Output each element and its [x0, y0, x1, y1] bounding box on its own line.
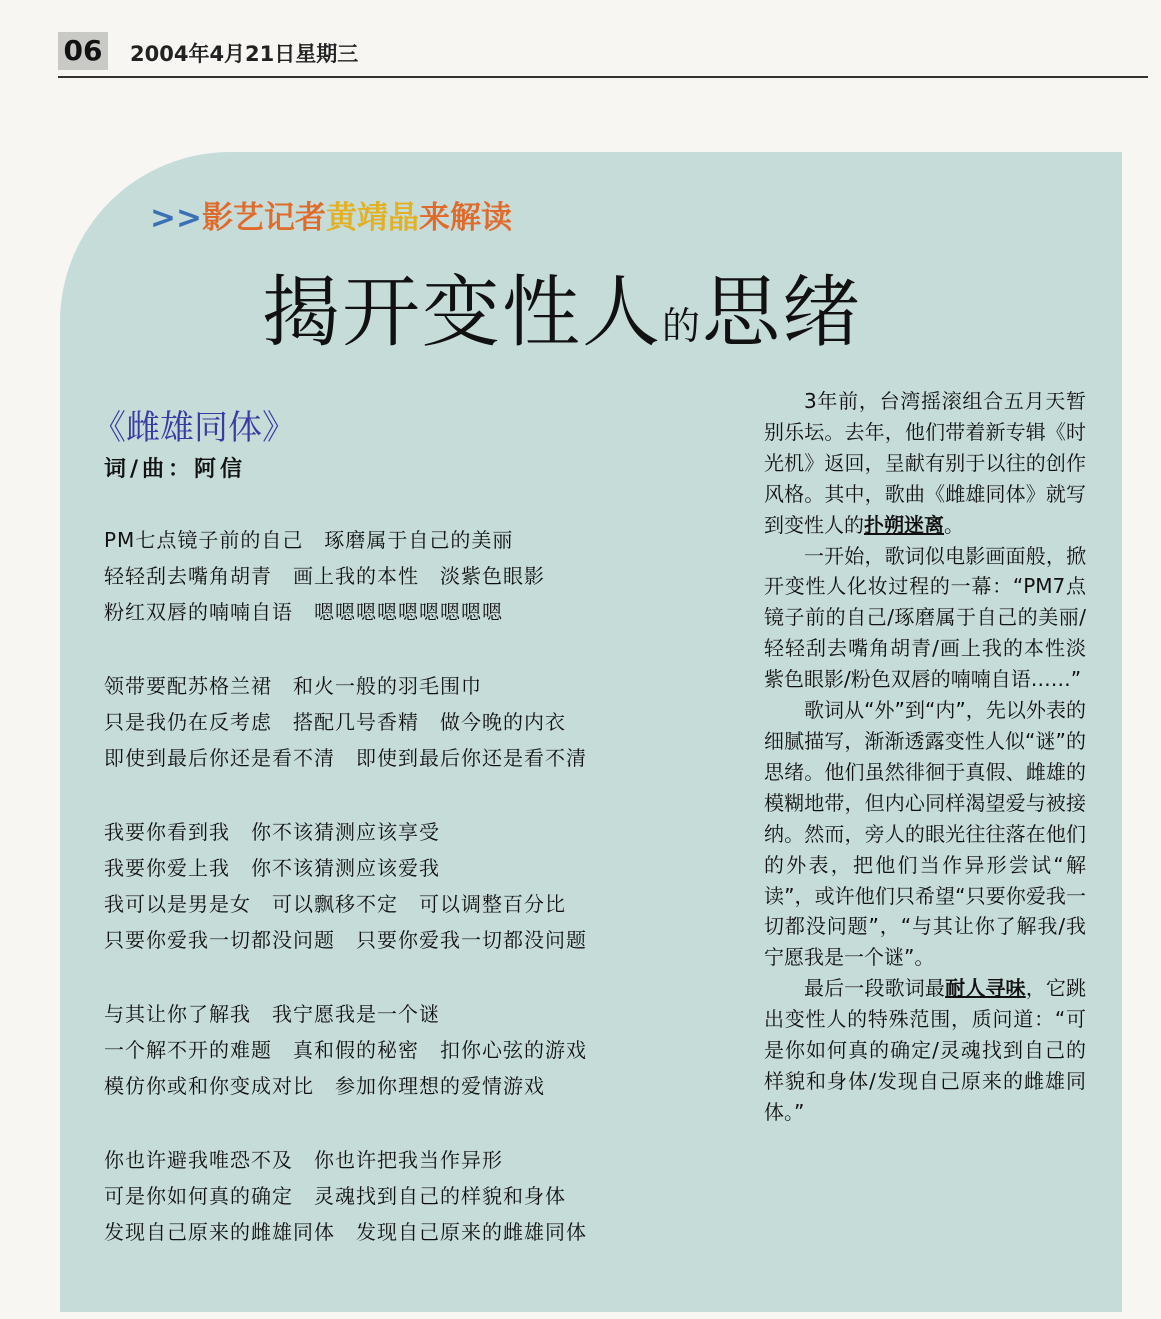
- lyric-line: 发现自己原来的雌雄同体 发现自己原来的雌雄同体: [104, 1220, 587, 1244]
- lyric-line: 粉红双唇的喃喃自语 嗯嗯嗯嗯嗯嗯嗯嗯嗯: [104, 600, 503, 624]
- kicker-reporter-name: 黄靖晶: [325, 200, 419, 236]
- article-paragraph: [764, 973, 1086, 1128]
- article-body: [764, 386, 1086, 1128]
- article-text: ，它跳出变性人的特殊范围，质问道：“可是你如何真的确定/灵魂找到自己的样貌和身体/发现自己原来的雌雄同体。”: [764, 976, 1087, 1124]
- kicker: [150, 192, 512, 237]
- lyric-line: 与其让你了解我 我宁愿我是一个谜: [104, 1002, 440, 1026]
- lyrics: [104, 522, 744, 1288]
- lyrics-stanza: [104, 814, 744, 958]
- song-credit: 词/曲：阿信: [104, 457, 247, 482]
- headline-particle: 的: [662, 304, 703, 348]
- page-number: 06: [58, 32, 108, 70]
- headline: [262, 250, 862, 362]
- article-text: 3年前，台湾摇滚组合五月天暂别乐坛。去年，他们带着新专辑《时光机》返回，呈献有别于以往的创作风格。其中，歌曲《雌雄同体》就写到变性人的: [764, 389, 1086, 537]
- lyric-line: 轻轻刮去嘴角胡青 画上我的本性 淡紫色眼影: [104, 564, 545, 588]
- lyric-line: 你也许避我唯恐不及 你也许把我当作异形: [104, 1148, 503, 1172]
- article-paragraph: 一开始，歌词似电影画面般，掀开变性人化妆过程的一幕：“PM7点镜子前的自己/琢磨属于自己的美丽/轻轻刮去嘴角胡青/画上我的本性淡紫色眼影/粉色双唇的喃喃自语……”: [764, 543, 1086, 692]
- kicker-part-3: 来解读: [418, 200, 512, 236]
- headline-part-1: 揭开变性人: [262, 268, 663, 358]
- lyric-line: 领带要配苏格兰裙 和火一般的羽毛围巾: [104, 674, 482, 698]
- lyric-line: 只是我仍在反考虑 搭配几号香精 做今晚的内衣: [104, 710, 566, 734]
- headline-part-2: 思绪: [702, 268, 863, 358]
- lyrics-stanza: [104, 668, 744, 776]
- publication-date: 2004年4月21日星期三: [130, 42, 359, 66]
- lyric-line: 我要你看到我 你不该猜测应该享受: [104, 820, 440, 844]
- lyric-line: 可是你如何真的确定 灵魂找到自己的样貌和身体: [104, 1184, 566, 1208]
- lyric-line: 只要你爱我一切都没问题 只要你爱我一切都没问题: [104, 928, 587, 952]
- lyric-line: 我要你爱上我 你不该猜测应该爱我: [104, 856, 440, 880]
- article-paragraph: 歌词从“外”到“内”，先以外表的细腻描写，渐渐透露变性人似“谜”的思绪。他们虽然徘徊于真假、雌雄的模糊地带，但内心同样渴望爱与被接纳。然而，旁人的眼光往往落在他们的外表，把他们当作异形尝试“解读”，或许他们只希望“只要你爱我一切都没问题”，“与其让你了解我/我宁愿我是一个谜”。: [764, 698, 1086, 970]
- lyric-line: 即使到最后你还是看不清 即使到最后你还是看不清: [104, 746, 587, 770]
- song-title: 《雌雄同体》: [92, 408, 296, 448]
- kicker-part-1: 影艺记者: [201, 200, 326, 236]
- article-emphasis: 耐人寻味: [945, 976, 1026, 1001]
- page-header: [58, 32, 1148, 78]
- kicker-arrows: >>: [150, 200, 202, 236]
- lyric-line: PM七点镜子前的自己 琢磨属于自己的美丽: [104, 528, 514, 552]
- lyric-line: 一个解不开的难题 真和假的秘密 扣你心弦的游戏: [104, 1038, 587, 1062]
- article-text: 。: [944, 512, 964, 537]
- article-text: 最后一段歌词最: [804, 976, 946, 1001]
- lyrics-stanza: [104, 1142, 744, 1250]
- lyrics-stanza: [104, 996, 744, 1104]
- lyrics-stanza: [104, 522, 744, 630]
- lyric-line: 我可以是男是女 可以飘移不定 可以调整百分比: [104, 892, 566, 916]
- lyric-line: 模仿你或和你变成对比 参加你理想的爱情游戏: [104, 1074, 545, 1098]
- article-emphasis: 扑朔迷离: [864, 512, 944, 537]
- article-paragraph: [764, 386, 1086, 541]
